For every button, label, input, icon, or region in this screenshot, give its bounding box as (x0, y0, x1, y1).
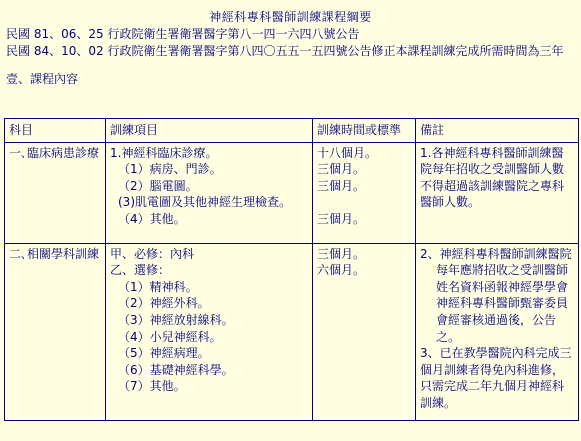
item-line: （1）精神科。 (118, 279, 198, 294)
item-line: （4）小兒神經科。 (118, 329, 222, 344)
header-notes: 備註 (416, 119, 579, 143)
item-line: 甲、必修：內科 (110, 246, 195, 261)
cell-notes (416, 243, 579, 420)
item-line: （1）病房、門診。 (118, 162, 222, 177)
cell-times (313, 142, 416, 243)
cell-subject: 二､相關學科訓練 (5, 243, 106, 420)
section-title: 壹、課程內容 (6, 72, 79, 86)
item-line: （4）其他。 (118, 211, 186, 226)
note-text: 1.各神經科專科醫師訓練醫院每年招收之受訓醫師人數不得超過該訓練醫院之專科醫師人數。 (420, 145, 565, 210)
time-spacer (317, 194, 411, 211)
header-subject: 科目 (5, 119, 106, 143)
cell-items (106, 142, 313, 243)
item-line: （7）其他。 (118, 379, 186, 394)
table-header-row (5, 119, 579, 143)
time-line: 三個月。 (317, 162, 366, 177)
time-line: 三個月。 (317, 246, 366, 261)
time-line: 六個月。 (317, 263, 366, 278)
announcement-1: 民國 81、06、25 行政院衛生署衛署醫字第八一四一六四八號公告 (6, 27, 360, 41)
cell-notes (416, 142, 579, 243)
time-line: 三個月。 (317, 211, 366, 226)
note-text: 2、神經科專科醫師訓練醫院每年應將招收之受訓醫師姓名資料函報神經學學會神經科專科醫師甄審委員會經審核通過後，公告之。 (420, 246, 572, 344)
header-training-items: 訓練項目 (106, 119, 313, 143)
time-line: 十八個月。 (317, 145, 378, 160)
table-row (5, 243, 579, 420)
note-text: 3、已在教學醫院內科完成三個月訓練者得免內科進修，只需完成二年九個月神經科訓練。 (420, 346, 572, 410)
item-line: （6）基礎神經科學。 (118, 362, 234, 377)
item-line: 1.神經科臨床診療。 (110, 145, 218, 160)
item-line: 乙、選修： (110, 263, 171, 278)
page-title: 神經科專科醫師訓練課程綱要 (209, 10, 372, 24)
item-line: （2）神經外科。 (118, 296, 210, 311)
item-line: （3）神經放射線科。 (118, 312, 234, 327)
cell-times (313, 243, 416, 420)
cell-items (106, 243, 313, 420)
course-table (4, 118, 579, 421)
item-line: (3)肌電圖及其他神經生理檢查。 (118, 195, 291, 210)
cell-subject: 一､臨床病患診療 (5, 142, 106, 243)
header-training-time: 訓練時間或標準 (313, 119, 416, 143)
time-line: 三個月。 (317, 178, 366, 193)
table-row (5, 142, 579, 243)
announcement-2: 民國 84、10、02 行政院衛生署衛署醫字第八四〇五五一五四號公告修正本課程訓練完成所需時間為三年 (6, 44, 564, 58)
item-line: （5）神經病理。 (118, 346, 210, 361)
item-line: （2）腦電圖。 (118, 178, 198, 193)
